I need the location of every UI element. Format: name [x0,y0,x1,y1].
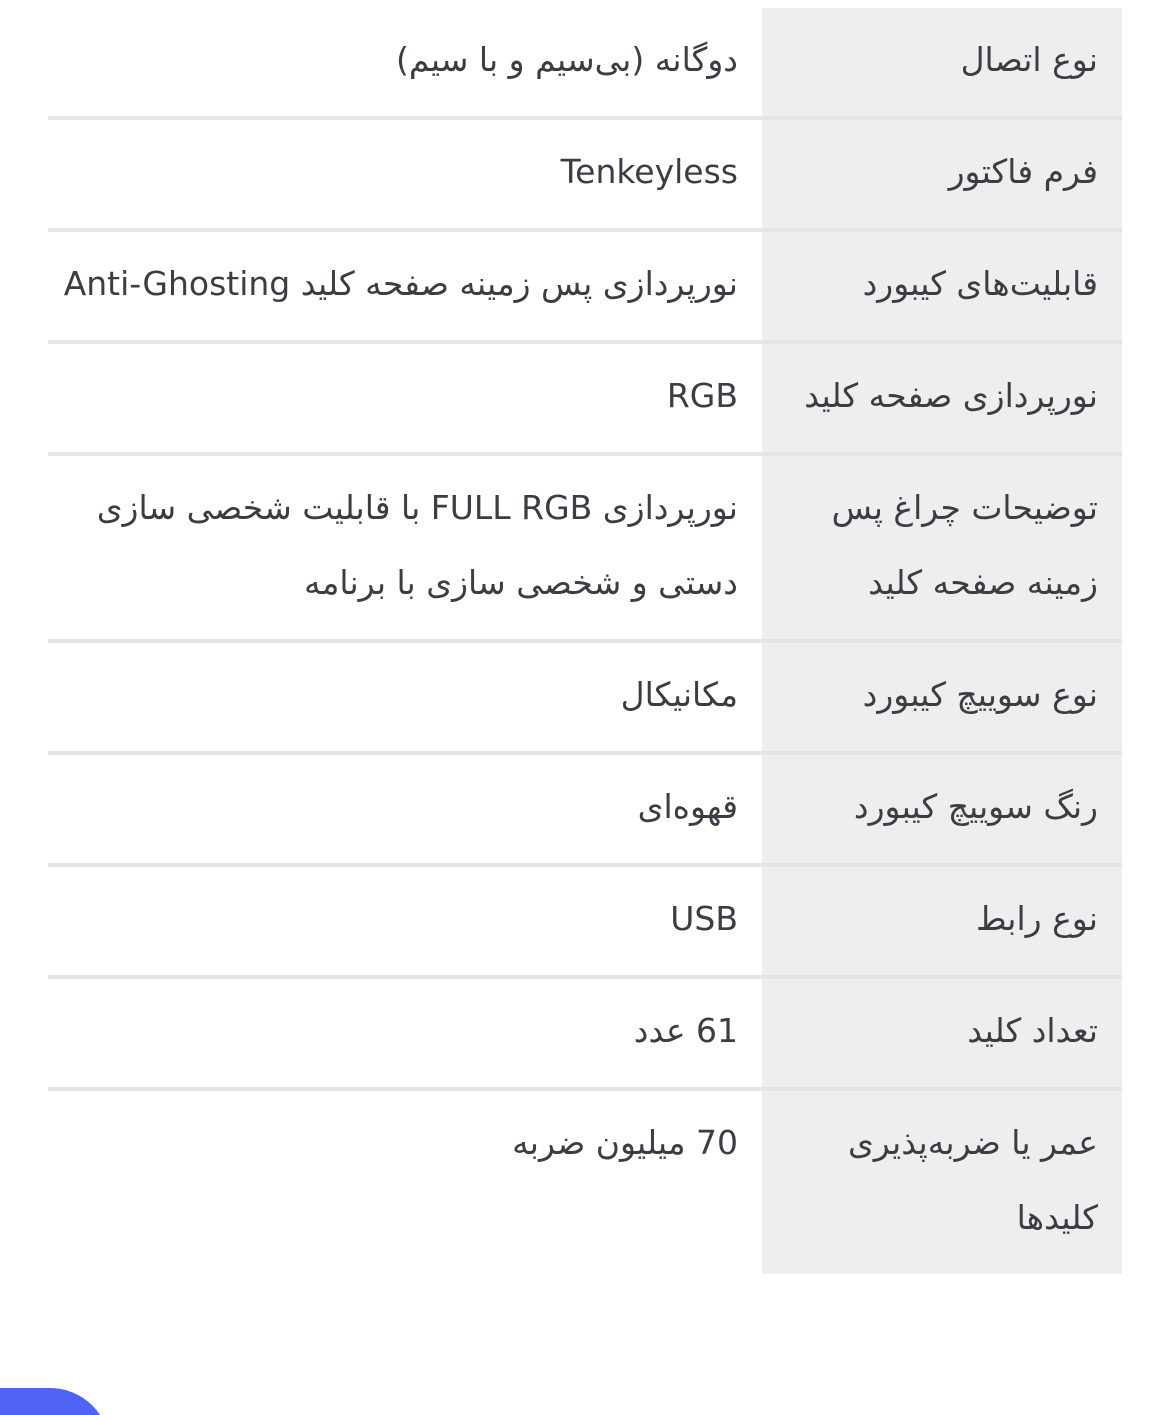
spec-label: قابلیت‌های کیبورد [762,230,1122,342]
spec-row-interface-type [48,865,1122,977]
spec-value: Tenkeyless [48,118,762,230]
spec-row-keyboard-features [48,230,1122,342]
spec-value: مکانیکال [48,641,762,753]
floating-action-button[interactable] [0,1388,110,1415]
spec-value: 61 عدد [48,977,762,1089]
spec-row-connection-type [48,8,1122,118]
spec-row-key-count [48,977,1122,1089]
spec-row-keyboard-lighting [48,342,1122,454]
spec-label: نوع رابط [762,865,1122,977]
spec-row-backlight-description [48,454,1122,641]
spec-label: نوع اتصال [762,8,1122,118]
spec-value: USB [48,865,762,977]
spec-label: نورپردازی صفحه کلید [762,342,1122,454]
spec-value: دوگانه (بی‌سیم و با سیم) [48,8,762,118]
spec-label: نوع سوییچ کیبورد [762,641,1122,753]
spec-label: عمر یا ضربه‌پذیری کلیدها [762,1089,1122,1274]
spec-row-form-factor [48,118,1122,230]
spec-value: قهوه‌ای [48,753,762,865]
spec-row-switch-color [48,753,1122,865]
spec-value: RGB [48,342,762,454]
spec-label: توضیحات چراغ پس زمینه صفحه کلید [762,454,1122,641]
spec-value: نورپردازی پس زمینه صفحه کلید Anti-Ghosting [48,230,762,342]
spec-value: 70 میلیون ضربه [48,1089,762,1274]
spec-label: تعداد کلید [762,977,1122,1089]
spec-value: نورپردازی FULL RGB با قابلیت شخصی سازی دستی و شخصی سازی با برنامه [48,454,762,641]
spec-row-switch-type [48,641,1122,753]
spec-label: رنگ سوییچ کیبورد [762,753,1122,865]
specifications-table [48,8,1122,1274]
spec-row-key-lifespan [48,1089,1122,1274]
spec-label: فرم فاکتور [762,118,1122,230]
